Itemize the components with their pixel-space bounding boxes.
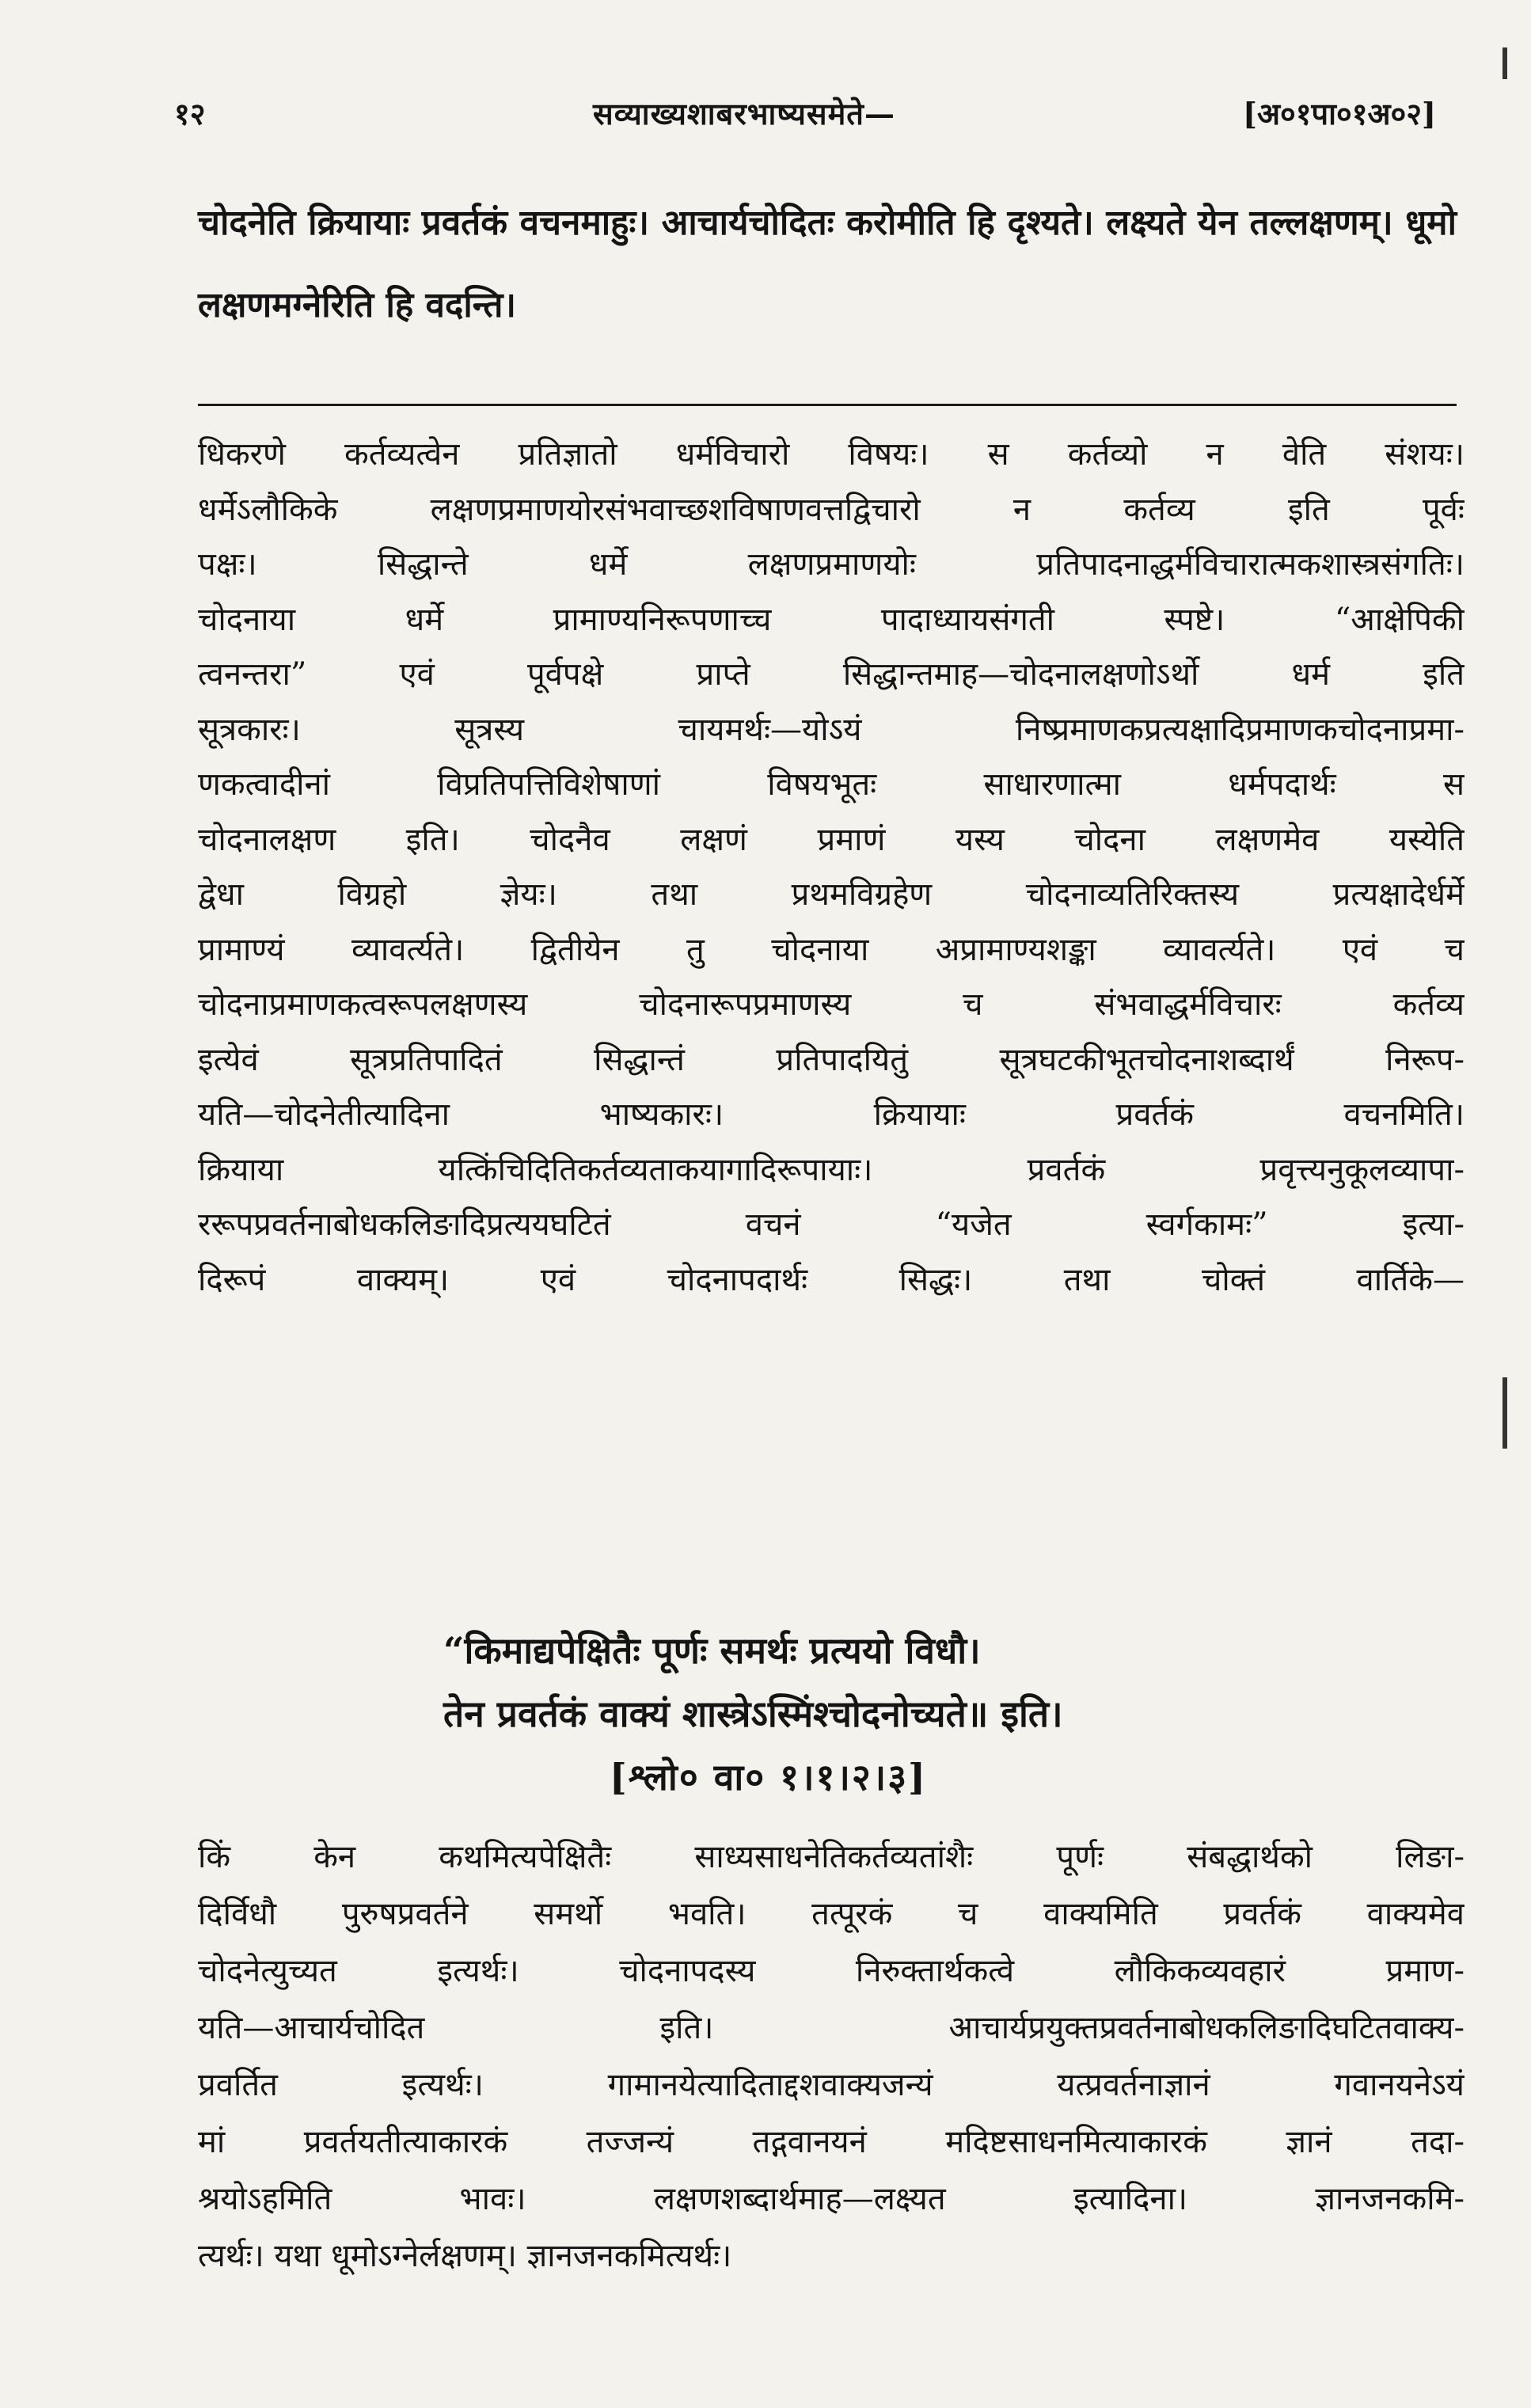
scan-margin-mark (1503, 47, 1507, 79)
commentary-line: प्रामाण्यं व्यावर्त्यते। द्वितीयेन तु चोदनाया अप्रामाण्यशङ्का व्यावर्त्यते। एवं च (198, 931, 1465, 968)
commentary-line: सूत्रकारः। सूत्रस्य चायमर्थः—योऽयं निष्प्रमाणकप्रत्यक्षादिप्रमाणकचोदनाप्रमा- (198, 711, 1465, 748)
commentary-block (198, 427, 1465, 1308)
commentary-line: ररूपप्रवर्तनाबोधकलिङादिप्रत्ययघटितं वचनं “यजेत स्वर्गकामः” इत्या- (198, 1206, 1465, 1243)
quoted-verse (443, 1619, 1472, 1809)
commentary-block-2 (198, 1829, 1465, 2285)
commentary-line: चोदनालक्षण इति। चोदनैव लक्षणं प्रमाणं यस्य चोदना लक्षणमेव यस्येति (198, 821, 1465, 858)
commentary-line: त्वनन्तरा” एवं पूर्वपक्षे प्राप्ते सिद्धान्तमाह—चोदनालक्षणोऽर्थो धर्म इति (198, 656, 1465, 693)
verse-reference: [श्लो० वा० १।१।२।३] (610, 1756, 927, 1798)
commentary-line: मां प्रवर्तयतीत्याकारकं तज्जन्यं तद्गवानयनं मदिष्टसाधनमित्याकारकं ज्ञानं तदा- (198, 2124, 1465, 2160)
commentary-line: पक्षः। सिद्धान्ते धर्मे लक्षणप्रमाणयोः प्रतिपादनाद्धर्मविचारात्मकशास्त्रसंगतिः। (198, 546, 1465, 583)
running-title: सव्याख्यशाबरभाष्यसमेते— (593, 96, 895, 131)
verse-line-1: “किमाद्यपेक्षितैः पूर्णः समर्थः प्रत्ययो विधौ। (443, 1629, 981, 1672)
commentary-line: चोदनाया धर्मे प्रामाण्यनिरूपणाच्च पादाध्यायसंगती स्पष्टे। “आक्षेपिकी (198, 601, 1465, 638)
commentary-line: इत्येवं सूत्रप्रतिपादितं सिद्धान्तं प्रतिपादयितुं सूत्रघटकीभूतचोदनाशब्दार्थं निरूप- (198, 1041, 1465, 1078)
section-divider (198, 404, 1457, 406)
commentary-line: दिरूपं वाक्यम्। एवं चोदनापदार्थः सिद्धः। तथा चोक्तं वार्तिके— (198, 1261, 1465, 1298)
scan-margin-mark (1503, 1377, 1507, 1449)
section-reference: [अ०१पा०१अ०२] (1242, 96, 1436, 131)
verse-line-2: तेन प्रवर्तकं वाक्यं शास्त्रेऽस्मिंश्चोदनोच्यते॥ इति। (443, 1692, 1063, 1735)
page-number: १२ (174, 96, 206, 131)
commentary-line: चोदनेत्युच्यत इत्यर्थः। चोदनापदस्य निरुक्तार्थकत्वे लौकिकव्यवहारं प्रमाण- (198, 1953, 1465, 1989)
commentary-line: चोदनाप्रमाणकत्वरूपलक्षणस्य चोदनारूपप्रमाणस्य च संभवाद्धर्मविचारः कर्तव्य (198, 986, 1465, 1023)
commentary-line: त्यर्थः। यथा धूमोऽग्नेर्लक्षणम्। ज्ञानजनकमित्यर्थः। (198, 2238, 732, 2274)
page-header (174, 85, 1436, 141)
commentary-line: यति—आचार्यचोदित इति। आचार्यप्रयुक्तप्रवर्तनाबोधकलिङादिघटितवाक्य- (198, 2010, 1465, 2046)
commentary-line: प्रवर्तित इत्यर्थः। गामानयेत्यादिताद्दशवाक्यजन्यं यत्प्रवर्तनाज्ञानं गवानयनेऽयं (198, 2067, 1465, 2103)
commentary-line: यति—चोदनेतीत्यादिना भाष्यकारः। क्रियायाः प्रवर्तकं वचनमिति। (198, 1096, 1465, 1133)
commentary-line: णकत्वादीनां विप्रतिपत्तिविशेषाणां विषयभूतः साधारणात्मा धर्मपदार्थः स (198, 766, 1465, 803)
commentary-line: धिकरणे कर्तव्यत्वेन प्रतिज्ञातो धर्मविचारो विषयः। स कर्तव्यो न वेति संशयः। (198, 436, 1465, 473)
commentary-line: श्रयोऽहमिति भावः। लक्षणशब्दार्थमाह—लक्ष्यत इत्यादिना। ज्ञानजनकमि- (198, 2181, 1465, 2217)
commentary-line: किं केन कथमित्यपेक्षितैः साध्यसाधनेतिकर्तव्यतांशैः पूर्णः संबद्धार्थको लिङा- (198, 1839, 1465, 1875)
bhashya-text: चोदनेति क्रियायाः प्रवर्तकं वचनमाहुः। आचार्यचोदितः करोमीति हि दृश्यते। लक्ष्यते येन तल्लक्षणम्। धूमो लक्षणमग्नेरिति हि वदन्ति। (198, 203, 1457, 325)
commentary-line: दिर्विधौ पुरुषप्रवर्तने समर्थो भवति। तत्पूरकं च वाक्यमिति प्रवर्तकं वाक्यमेव (198, 1896, 1465, 1932)
commentary-line: द्वेधा विग्रहो ज्ञेयः। तथा प्रथमविग्रहेण चोदनाव्यतिरिक्तस्य प्रत्यक्षादेर्धर्मे (198, 876, 1465, 913)
commentary-line: धर्मेऽलौकिके लक्षणप्रमाणयोरसंभवाच्छशविषाणवत्तद्विचारो न कर्तव्य इति पूर्वः (198, 491, 1465, 528)
commentary-line: क्रियाया यत्किंचिदितिकर्तव्यताकयागादिरूपायाः। प्रवर्तकं प्रवृत्त्यनुकूलव्यापा- (198, 1151, 1465, 1188)
